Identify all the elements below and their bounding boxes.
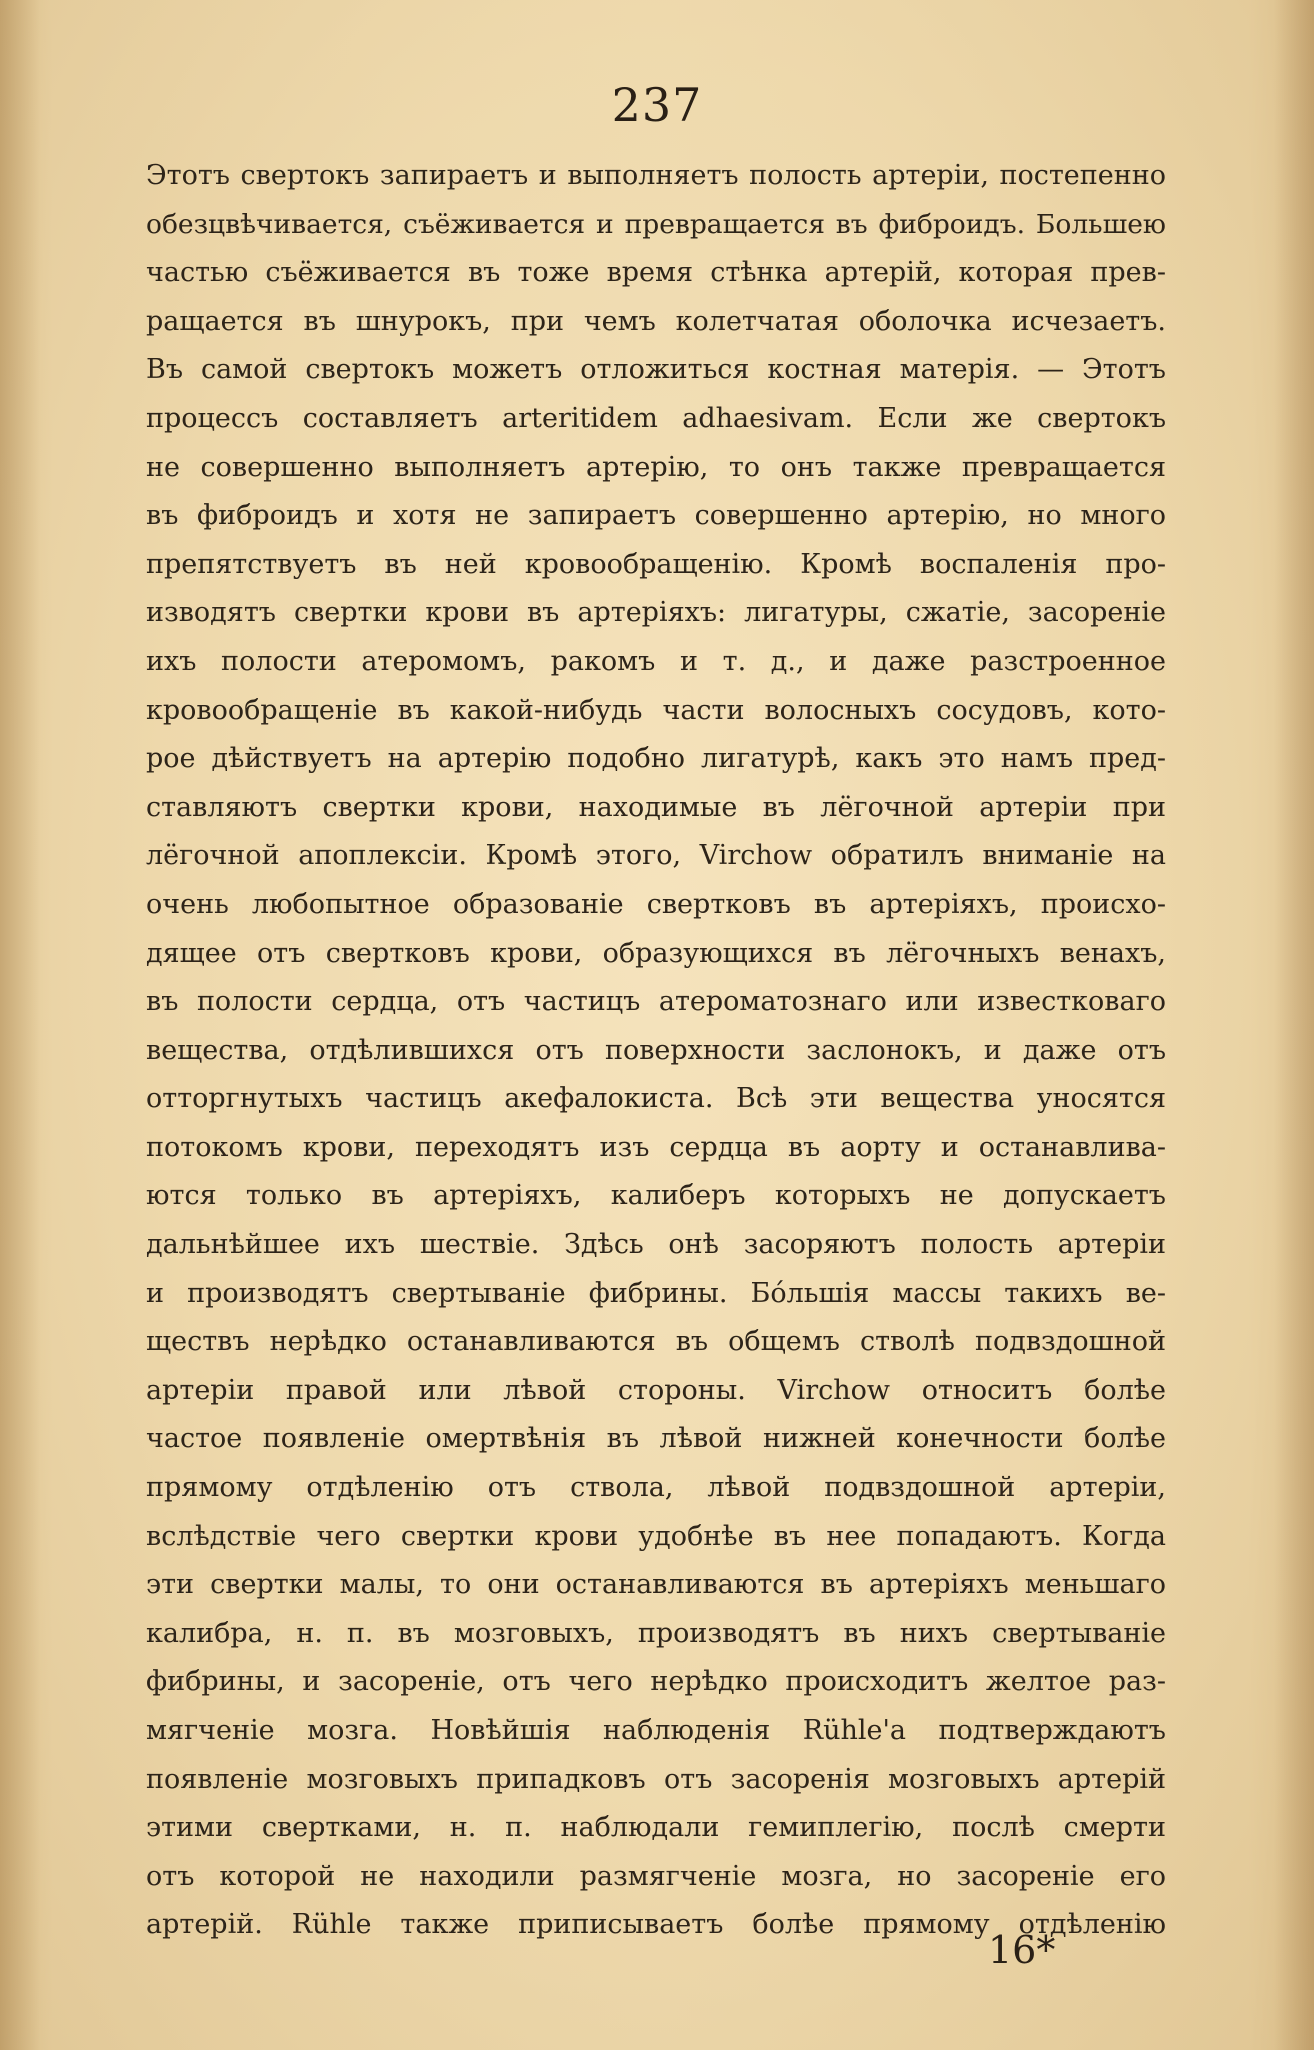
text-line: обезцвѣчивается, съёживается и превращается въ фиброидъ. Большею	[146, 208, 1166, 240]
text-line: дящее отъ свертковъ крови, образующихся въ лёгочныхъ венахъ,	[146, 937, 1166, 969]
text-line: калибра, н. п. въ мозговыхъ, производятъ въ нихъ свертываніе	[146, 1617, 1166, 1649]
text-line: появленіе мозговыхъ припадковъ отъ засоренія мозговыхъ артерій	[146, 1763, 1166, 1795]
text-line: не совершенно выполняетъ артерію, то онъ также превращается	[146, 451, 1166, 483]
text-line: рое дѣйствуетъ на артерію подобно лигатурѣ, какъ это намъ пред-	[146, 743, 1166, 775]
text-line: кровообращеніе въ какой-нибудь части волосныхъ сосудовъ, кото-	[146, 694, 1166, 726]
text-line: частое появленіе омертвѣнія въ лѣвой нижней конечности болѣе	[146, 1423, 1166, 1455]
text-line: мягченіе мозга. Новѣйшія наблюденія Rühle'а подтверждаютъ	[146, 1715, 1166, 1746]
page-number: 237	[611, 78, 703, 132]
text-line: въ фиброидъ и хотя не запираетъ совершенно артерію, но много	[146, 500, 1166, 532]
text-line: фибрины, и засореніе, отъ чего нерѣдко происходитъ желтое раз-	[146, 1666, 1166, 1698]
text-line: артеріи правой или лѣвой стороны. Virchow относитъ болѣе	[146, 1374, 1166, 1406]
text-line: потокомъ крови, переходятъ изъ сердца въ аорту и останавлива-	[146, 1131, 1166, 1163]
text-line: артерій. Rühle также приписываетъ болѣе прямому отдѣленію	[146, 1909, 1166, 1941]
text-line: отторгнутыхъ частицъ акефалокиста. Всѣ эти вещества уносятся	[146, 1083, 1166, 1115]
text-line: и производятъ свертываніе фибрины. Бóльшія массы такихъ ве-	[146, 1277, 1166, 1309]
text-line: ращается въ шнурокъ, при чемъ колетчатая оболочка исчезаетъ.	[146, 305, 1166, 337]
text-line: очень любопытное образованіе свертковъ въ артеріяхъ, происхо-	[146, 888, 1166, 920]
page-right-edge	[1274, 0, 1314, 2050]
body-text	[146, 152, 1166, 1950]
text-line: этими свертками, н. п. наблюдали гемиплегію, послѣ смерти	[146, 1812, 1166, 1844]
text-line: ихъ полости атеромомъ, ракомъ и т. д., и даже разстроенное	[146, 645, 1166, 677]
text-line: Въ самой свертокъ можетъ отложиться костная матерія. — Этотъ	[146, 354, 1166, 386]
text-line: изводятъ свертки крови въ артеріяхъ: лигатуры, сжатіе, засореніе	[146, 597, 1166, 629]
text-line: Этотъ свертокъ запираетъ и выполняетъ полость артеріи, постепенно	[146, 160, 1166, 191]
printer-signature-mark: 16*	[988, 1928, 1056, 1972]
text-line: ставляютъ свертки крови, находимые въ лёгочной артеріи при	[146, 791, 1166, 823]
text-line: въ полости сердца, отъ частицъ атероматознаго или известковаго	[146, 986, 1166, 1018]
text-line: прямому отдѣленію отъ ствола, лѣвой подвздошной артеріи,	[146, 1472, 1166, 1504]
text-line: процессъ составляетъ arteritidem adhaesivam. Если же свертокъ	[146, 402, 1166, 434]
text-line: частью съёживается въ тоже время стѣнка артерій, которая прев-	[146, 257, 1166, 289]
text-line: дальнѣйшее ихъ шествіе. Здѣсь онѣ засоряютъ полость артеріи	[146, 1229, 1166, 1261]
text-line: ются только въ артеріяхъ, калиберъ которыхъ не допускаетъ	[146, 1180, 1166, 1212]
text-line: вещества, отдѣлившихся отъ поверхности заслонокъ, и даже отъ	[146, 1034, 1166, 1066]
text-line: лёгочной апоплексіи. Кромѣ этого, Virchow обратилъ вниманіе на	[146, 840, 1166, 872]
text-line: ществъ нерѣдко останавливаются въ общемъ стволѣ подвздошной	[146, 1326, 1166, 1358]
text-line: отъ которой не находили размягченіе мозга, но засореніе его	[146, 1860, 1166, 1892]
text-line: вслѣдствіе чего свертки крови удобнѣе въ нее попадаютъ. Когда	[146, 1520, 1166, 1552]
text-line: эти свертки малы, то они останавливаются въ артеріяхъ меньшаго	[146, 1569, 1166, 1601]
page-left-edge	[0, 0, 40, 2050]
text-line: препятствуетъ въ ней кровообращенію. Кромѣ воспаленія про-	[146, 548, 1166, 580]
